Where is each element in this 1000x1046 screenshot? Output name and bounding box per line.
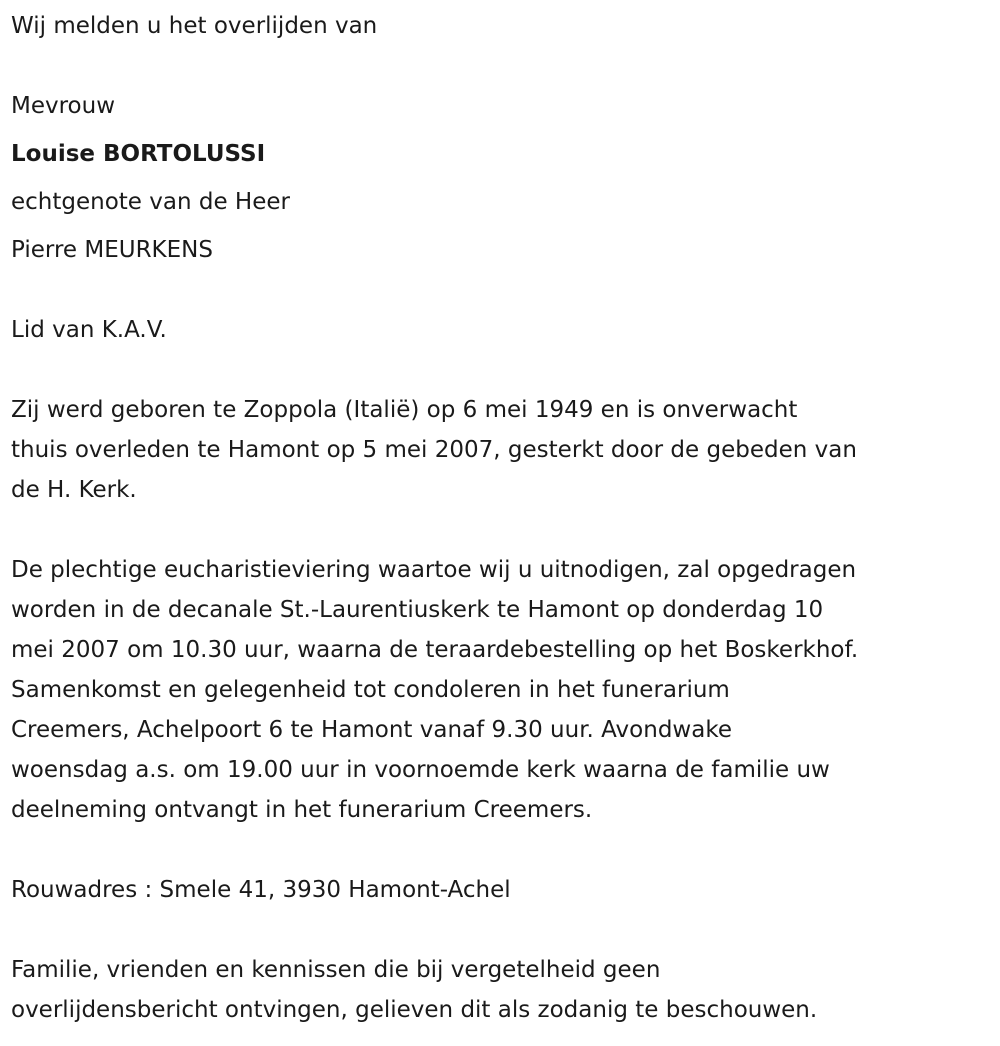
salutation: Mevrouw bbox=[11, 93, 116, 119]
paragraph-line: mei 2007 om 10.30 uur, waarna de teraardebestelling op het Boskerkhof. bbox=[11, 637, 859, 663]
paragraph-line: woensdag a.s. om 19.00 uur in voornoemde kerk waarna de familie uw bbox=[11, 757, 830, 783]
spouse-name: Pierre MEURKENS bbox=[11, 237, 213, 263]
membership: Lid van K.A.V. bbox=[11, 317, 167, 343]
paragraph-line: worden in de decanale St.-Laurentiuskerk te Hamont op donderdag 10 bbox=[11, 597, 824, 623]
paragraph-line: De plechtige eucharistieviering waartoe wij u uitnodigen, zal opgedragen bbox=[11, 557, 857, 583]
paragraph-line: Zij werd geboren te Zoppola (Italië) op 6 mei 1949 en is onverwacht bbox=[11, 397, 798, 423]
intro-text: Wij melden u het overlijden van bbox=[11, 13, 378, 39]
paragraph-line: de H. Kerk. bbox=[11, 477, 137, 503]
birth-death-paragraph bbox=[11, 390, 857, 510]
spouse-label: echtgenote van de Heer bbox=[11, 189, 290, 215]
deceased-name: Louise BORTOLUSSI bbox=[11, 141, 266, 167]
closing-paragraph bbox=[11, 950, 817, 1030]
paragraph-line: Familie, vrienden en kennissen die bij vergetelheid geen bbox=[11, 957, 661, 983]
paragraph-line: Samenkomst en gelegenheid tot condoleren in het funerarium bbox=[11, 677, 730, 703]
paragraph-line: thuis overleden te Hamont op 5 mei 2007, gesterkt door de gebeden van bbox=[11, 437, 857, 463]
paragraph-line: Creemers, Achelpoort 6 te Hamont vanaf 9.30 uur. Avondwake bbox=[11, 717, 732, 743]
ceremony-paragraph bbox=[11, 550, 858, 830]
paragraph-line: overlijdensbericht ontvingen, gelieven dit als zodanig te beschouwen. bbox=[11, 997, 818, 1023]
mourning-address: Rouwadres : Smele 41, 3930 Hamont-Achel bbox=[11, 877, 511, 903]
paragraph-line: deelneming ontvangt in het funerarium Creemers. bbox=[11, 797, 593, 823]
